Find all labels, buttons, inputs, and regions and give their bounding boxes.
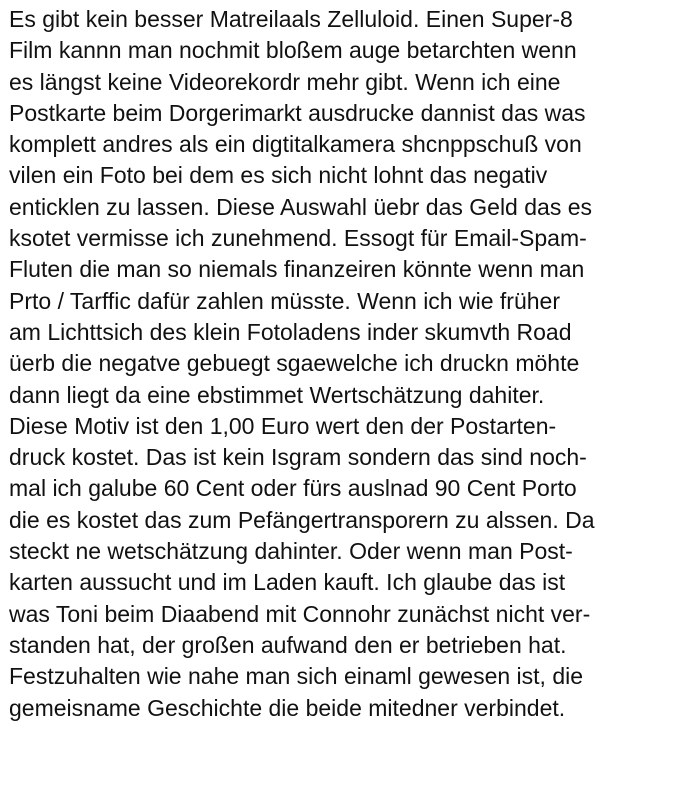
text-line: es längst keine Videorekordr mehr gibt. Wenn ich eine bbox=[9, 68, 561, 95]
text-line: Film kannn man nochmit bloßem auge betarchten wenn bbox=[9, 37, 577, 64]
text-line: was Toni beim Diaabend mit Connohr zunächst nicht ver- bbox=[9, 600, 591, 627]
text-line: üerb die negatve gebuegt sgaewelche ich druckn möhte bbox=[9, 350, 580, 377]
text-line: druck kostet. Das ist kein Isgram sondern das sind noch- bbox=[9, 444, 587, 471]
text-line: gemeisname Geschichte die beide mitedner verbindet. bbox=[9, 694, 566, 721]
text-line: Es gibt kein besser Matreilaals Zelluloid. Einen Super-8 bbox=[9, 6, 573, 32]
text-line: steckt ne wetschätzung dahinter. Oder wenn man Post- bbox=[9, 538, 573, 565]
body-text bbox=[9, 4, 681, 724]
text-line: Postkarte beim Dorgerimarkt ausdrucke dannist das was bbox=[9, 99, 586, 126]
text-line: dann liegt da eine ebstimmet Wertschätzung dahiter. bbox=[9, 381, 545, 408]
text-line: mal ich galube 60 Cent oder fürs auslnad 90 Cent Porto bbox=[9, 475, 577, 502]
text-line: Diese Motiv ist den 1,00 Euro wert den der Postarten- bbox=[9, 412, 557, 439]
text-line: Prto / Tarffic dafür zahlen müsste. Wenn ich wie früher bbox=[9, 287, 560, 314]
text-line: standen hat, der großen aufwand den er betrieben hat. bbox=[9, 631, 567, 658]
text-line: vilen ein Foto bei dem es sich nicht lohnt das negativ bbox=[9, 162, 548, 189]
text-line: am Lichttsich des klein Fotoladens inder skumvth Road bbox=[9, 318, 572, 345]
text-line: die es kostet das zum Pefängertransporern zu alssen. Da bbox=[9, 506, 595, 533]
text-line: Festzuhalten wie nahe man sich einaml gewesen ist, die bbox=[9, 663, 584, 690]
text-line: Fluten die man so niemals finanzeiren könnte wenn man bbox=[9, 256, 585, 283]
text-line: enticklen zu lassen. Diese Auswahl üebr das Geld das es bbox=[9, 193, 592, 220]
text-line: ksotet vermisse ich zunehmend. Essogt für Email-Spam- bbox=[9, 225, 587, 252]
text-line: komplett andres als ein digtitalkamera shcnppschuß von bbox=[9, 131, 582, 158]
text-line: karten aussucht und im Laden kauft. Ich glaube das ist bbox=[9, 569, 566, 596]
